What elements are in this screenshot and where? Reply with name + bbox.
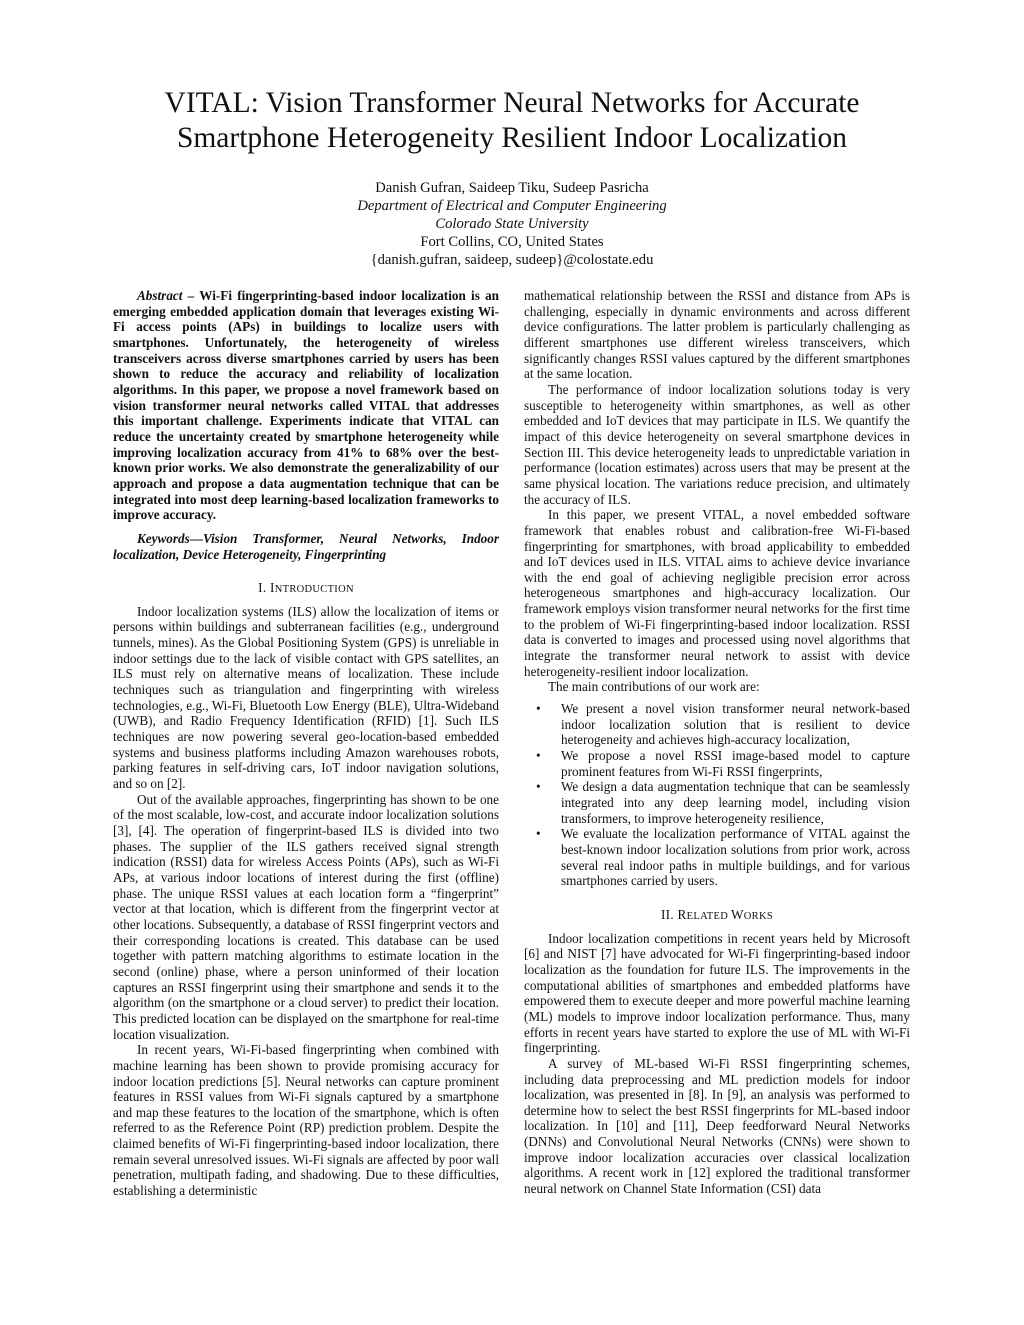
author-university: Colorado State University bbox=[435, 216, 589, 232]
author-email: {danish.gufran, saideep, sudeep}@colostate.edu bbox=[370, 252, 654, 268]
paragraph: In this paper, we present VITAL, a novel embedded software framework that enables robust and calibration-free Wi-Fi-based fingerprinting for smartphones, with broad applicability to embedded and IoT devices used in ILS. VITAL aims to achieve device invariance with the end goal of achieving negligible precision error across heterogeneous smartphones and high-accuracy localization. Our framework employs vision transformer neural networks for the first time to the problem of Wi-Fi fingerprinting-based indoor localization. RSSI data is converted to images and processed using novel algorithms that integrate the transformer neural network to assist with device heterogeneity-resilient indoor localization. bbox=[524, 507, 910, 679]
keywords-label: Keywords— bbox=[137, 530, 203, 546]
keywords-text: Vision Transformer, Neural Networks, Indoor localization, Device Heterogeneity, Fingerprinting bbox=[113, 530, 499, 562]
section-heading-introduction: I. INTRODUCTION bbox=[258, 580, 354, 596]
right-column bbox=[524, 288, 910, 1197]
author-names: Danish Gufran, Saideep Tiku, Sudeep Pasricha bbox=[375, 180, 649, 196]
author-block bbox=[0, 179, 1024, 269]
list-item: • We evaluate the localization performance of VITAL against the best-known indoor localization solutions from prior work, across several real indoor paths in multiple buildings, and for various smartphones carried by users. bbox=[524, 826, 910, 889]
paragraph: In recent years, Wi-Fi-based fingerprinting when combined with machine learning has been shown to provide promising accuracy for indoor location predictions [5]. Neural networks can capture prominent features in RSSI values from Wi-Fi signals captured by a smartphone and map these features to the location of the smartphone, which is often referred to as the Reference Point (RP) prediction problem. Despite the claimed benefits of Wi-Fi fingerprinting-based indoor localization, there remain several unresolved issues. Wi-Fi signals are affected by poor wall penetration, multipath fading, and shadowing. Due to these difficulties, establishing a deterministic bbox=[113, 1042, 499, 1199]
contributions-list bbox=[524, 701, 910, 889]
list-item: • We design a data augmentation technique that can be seamlessly integrated into any deep learning model, including vision transformers, to improve heterogeneity resilience, bbox=[524, 779, 910, 826]
paragraph: Indoor localization systems (ILS) allow the localization of items or persons within buildings and subterranean facilities (e.g., underground tunnels, mines). As the Global Positioning System (GPS) is unreliable in indoor settings due to the lack of visible contact with GPS satellites, an ILS must rely on alternative means of localization. These include techniques such as triangulation and fingerprinting with wireless technologies, e.g., Wi-Fi, Bluetooth Low Energy (BLE), Ultra-Wideband (UWB), and Radio Frequency Identification (RFID) [1]. Such ILS techniques are now powering several geo-location-based embedded systems and business platforms including Amazon warehouses robots, parking features in self-driving cars, IoT indoor navigation solutions, and so on [2]. bbox=[113, 603, 499, 792]
list-item: • We present a novel vision transformer neural network-based indoor localization solution that is resilient to device heterogeneity and achieves high-accuracy localization, bbox=[524, 701, 910, 748]
paragraph: The main contributions of our work are: bbox=[548, 679, 760, 695]
section-heading-related-works: II. RELATED WORKS bbox=[660, 906, 774, 922]
paragraph: Indoor localization competitions in recent years held by Microsoft [6] and NIST [7] have advocated for Wi-Fi fingerprinting-based indoor localization as the foundation for future ILS. The improvements in the computational abilities of smartphones and embedded platforms have empowered them to execute deeper and more powerful machine learning (ML) models to improve indoor localization performance. Thus, many efforts in recent years have started to explore the use of ML with Wi-Fi fingerprinting. bbox=[524, 930, 910, 1056]
paragraph: A survey of ML-based Wi-Fi RSSI fingerprinting schemes, including data preprocessing and ML prediction models for indoor localization, was presented in [8]. In [9], an analysis was performed to determine how to select the best RSSI fingerprints for ML-based indoor localization. In [10] and [11], Deep feedforward Neural Networks (DNNs) and Convolutional Neural Networks (CNNs) were shown to improve indoor localization accuracies over classical localization algorithms. A recent work in [12] explored the traditional transformer neural network on Channel State Information (CSI) data bbox=[524, 1055, 910, 1197]
paragraph: Out of the available approaches, fingerprinting has shown to be one of the most scalable, low-cost, and accurate indoor localization solutions [3], [4]. The operation of fingerprint-based ILS is divided into two phases. The supplier of the ILS gathers received signal strength indication (RSSI) data for wireless Access Points (APs), such as Wi-Fi APs, at various indoor locations of interest during the first (offline) phase. The unique RSSI values at each location form a “fingerprint” vector at that location, which is different from the fingerprint vector at other locations. Subsequently, a database of RSSI fingerprint vectors and their corresponding locations is created. This database can be used together with pattern matching algorithms to estimate location in the second (online) phase, where a person uninformed of their location captures an RSSI fingerprint using their smartphone and sends it to the algorithm (on the smartphone or a cloud server) to predict their location. This predicted location can be displayed on the smartphone for real-time location visualization. bbox=[113, 791, 499, 1042]
author-location: Fort Collins, CO, United States bbox=[420, 234, 604, 250]
abstract bbox=[113, 288, 499, 523]
list-item: • We propose a novel RSSI image-based model to capture prominent features from Wi-Fi RSSI fingerprints, bbox=[524, 748, 910, 779]
abstract-label: Abstract bbox=[137, 288, 183, 303]
author-department: Department of Electrical and Computer Engineering bbox=[357, 198, 667, 214]
left-column bbox=[113, 288, 499, 1199]
paragraph-continuation: mathematical relationship between the RSSI and distance from APs is challenging, especially in dynamic environments and across different device configurations. The latter problem is particularly challenging as different smartphones use different wireless transceivers, which significantly changes RSSI values captured by the different smartphones at the same location. bbox=[524, 288, 910, 382]
paper-title bbox=[0, 86, 1024, 156]
paragraph: The performance of indoor localization solutions today is very susceptible to heterogeneity within smartphones, as well as other embedded and IoT devices that may participate in ILS. We quantify the impact of this device heterogeneity on several smartphone devices in Section III. This device heterogeneity leads to unpredictable variation in performance (location estimates) across users that may be present at the same physical location. The variations reduce precision, and ultimately the accuracy of ILS. bbox=[524, 381, 910, 507]
title-line: VITAL: Vision Transformer Neural Networks for Accurate bbox=[164, 87, 860, 119]
keywords bbox=[113, 531, 499, 562]
abstract-text: – Wi-Fi fingerprinting-based indoor localization is an emerging embedded application domain that leverages existing Wi-Fi access points (APs) in buildings to localize users with smartphones. Unfortunately, the heterogeneity of wireless transceivers across diverse smartphones carried by users has been shown to reduce the accuracy and reliability of localization algorithms. In this paper, we propose a novel framework based on vision transformer neural networks called VITAL that addresses this important challenge. Experiments indicate that VITAL can reduce the uncertainty created by smartphone heterogeneity while improving localization accuracy from 41% to 68% over the best-known prior works. We also demonstrate the generalizability of our approach and propose a data augmentation technique that can be integrated into most deep learning-based localization frameworks to improve accuracy. bbox=[113, 288, 499, 523]
title-line: Smartphone Heterogeneity Resilient Indoor Localization bbox=[176, 122, 848, 154]
